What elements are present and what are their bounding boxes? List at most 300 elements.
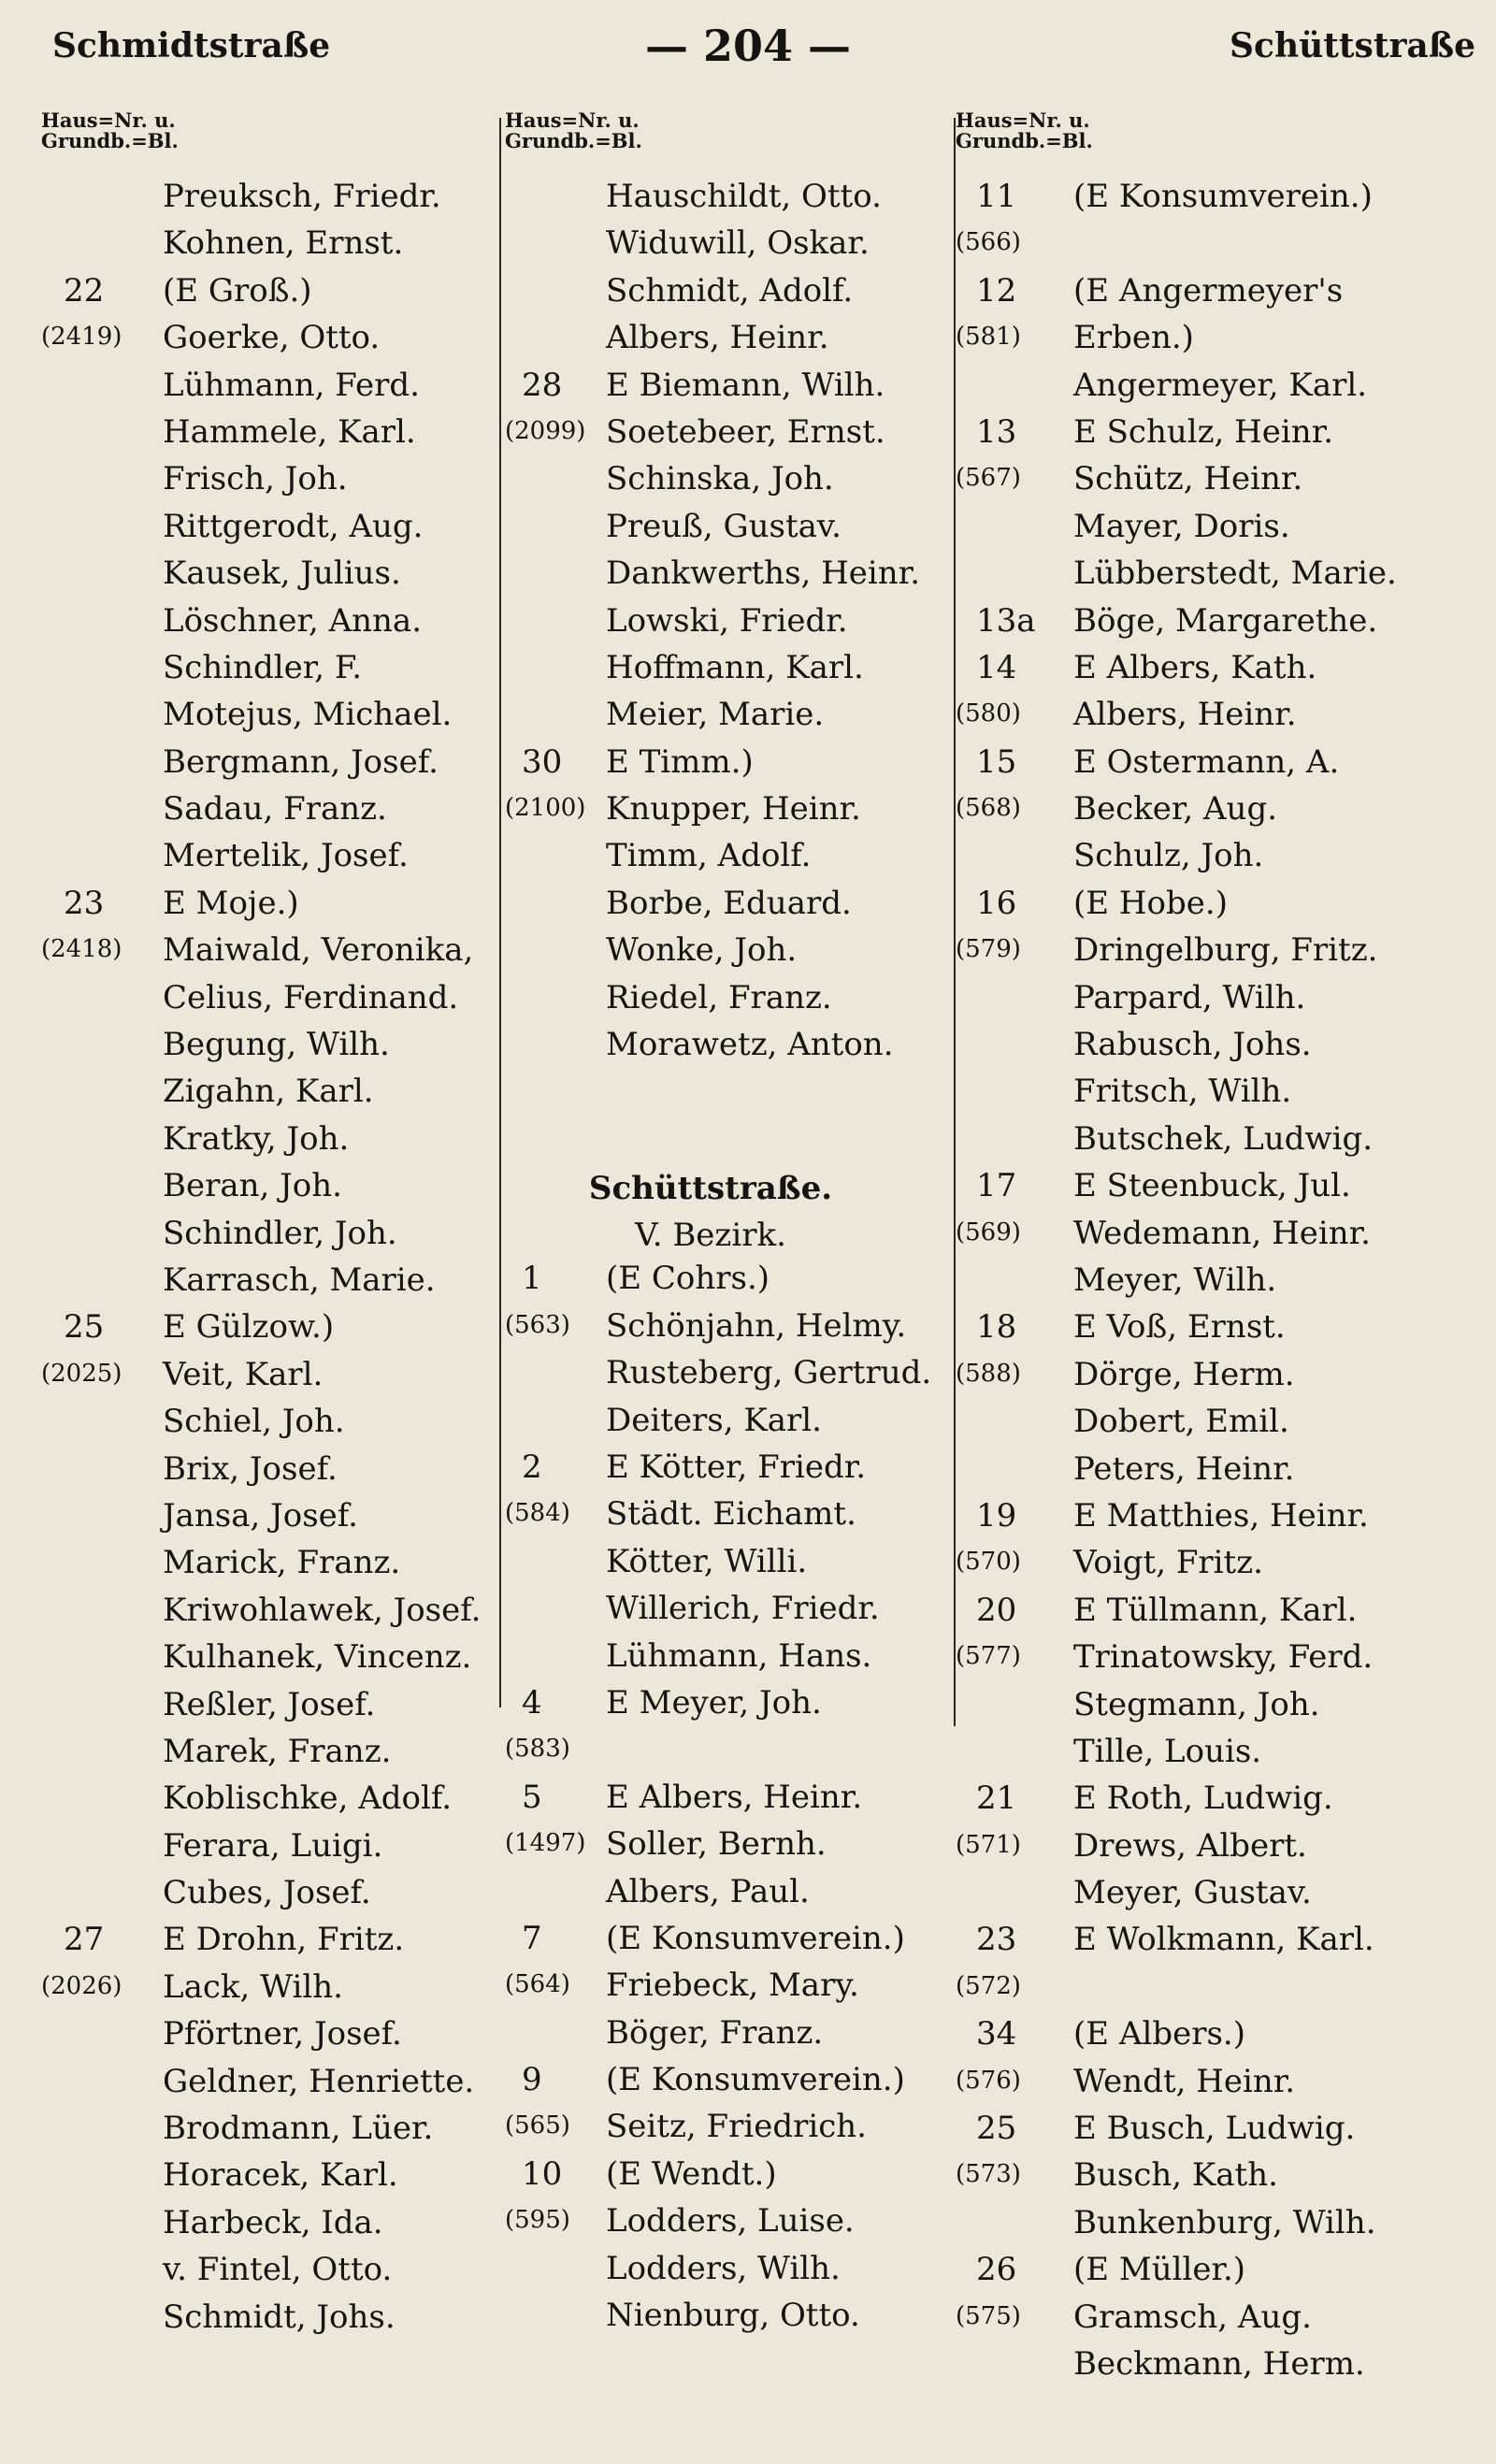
house-number: 20 xyxy=(976,1591,1017,1629)
resident-name: Schütz, Heinr. xyxy=(1073,460,1303,498)
directory-entry xyxy=(505,1260,972,1306)
resident-name: Städt. Eichamt. xyxy=(606,1495,856,1534)
directory-entry xyxy=(41,1308,488,1355)
resident-name: Sadau, Franz. xyxy=(163,790,387,829)
directory-entry xyxy=(41,2110,488,2156)
resident-name: Parpard, Wilh. xyxy=(1073,978,1306,1016)
resident-name: v. Fintel, Otto. xyxy=(163,2251,393,2289)
house-number: 9 xyxy=(522,2061,542,2099)
directory-entry xyxy=(41,931,488,978)
directory-entry xyxy=(41,1921,488,1967)
directory-entry xyxy=(956,1638,1479,1685)
directory-entry xyxy=(956,319,1479,366)
resident-name: Schindler, F. xyxy=(163,648,362,686)
directory-entry xyxy=(505,178,972,224)
directory-entry xyxy=(505,1543,972,1590)
resident-name: Schinska, Joh. xyxy=(606,460,834,498)
land-register-number: (571) xyxy=(956,1830,1021,1859)
directory-entry xyxy=(41,2204,488,2251)
land-register-number: (2100) xyxy=(505,794,586,823)
resident-name: Meyer, Gustav. xyxy=(1073,1874,1312,1912)
column-heading-line2: Grundb.=Bl. xyxy=(956,129,1093,152)
directory-entry xyxy=(956,1026,1479,1073)
resident-name: Timm, Adolf. xyxy=(606,837,812,875)
directory-entry xyxy=(956,1497,1479,1544)
directory-entry xyxy=(505,367,972,413)
resident-name: Gramsch, Aug. xyxy=(1073,2298,1312,2336)
resident-name: Voigt, Fritz. xyxy=(1073,1544,1263,1582)
resident-name: Horacek, Karl. xyxy=(163,2156,398,2195)
resident-name: E Albers, Kath. xyxy=(1073,648,1317,686)
land-register-number: (568) xyxy=(956,794,1021,823)
resident-name: Veit, Karl. xyxy=(163,1355,324,1393)
land-register-number: (2099) xyxy=(505,416,586,445)
house-number: 34 xyxy=(976,2015,1017,2053)
resident-name: (E Groß.) xyxy=(163,271,312,310)
directory-entry xyxy=(41,1827,488,1874)
resident-name: Wonke, Joh. xyxy=(606,931,798,970)
resident-name: Lodders, Wilh. xyxy=(606,2249,841,2287)
land-register-number: (565) xyxy=(505,2111,570,2140)
directory-entry xyxy=(956,931,1479,978)
directory-entry xyxy=(41,696,488,742)
directory-entry xyxy=(41,1026,488,1073)
resident-name: Koblischke, Adolf. xyxy=(163,1780,453,1818)
directory-entry xyxy=(41,1403,488,1449)
resident-name: E Steenbuck, Jul. xyxy=(1073,1167,1351,1205)
resident-name: E Gülzow.) xyxy=(163,1308,335,1347)
resident-name: Meyer, Wilh. xyxy=(1073,1261,1277,1299)
resident-name: Wendt, Heinr. xyxy=(1073,2062,1296,2100)
directory-entry xyxy=(956,1733,1479,1780)
directory-entry xyxy=(505,1967,972,2013)
house-number: 7 xyxy=(522,1919,542,1957)
resident-name: Reßler, Josef. xyxy=(163,1685,376,1723)
resident-name: Ferara, Luigi. xyxy=(163,1826,383,1865)
resident-name: Böge, Margarethe. xyxy=(1073,601,1378,640)
entry-list xyxy=(41,178,488,2345)
directory-entry xyxy=(505,508,972,555)
resident-name: Tille, Louis. xyxy=(1073,1732,1262,1770)
resident-name: Kohnen, Ernst. xyxy=(163,224,404,263)
resident-name: Pförtner, Josef. xyxy=(163,2015,402,2053)
resident-name: (E Konsumverein.) xyxy=(606,2061,905,2099)
resident-name: E Meyer, Joh. xyxy=(606,1683,822,1722)
directory-entry xyxy=(505,2061,972,2108)
directory-entry xyxy=(956,649,1479,696)
directory-entry xyxy=(956,460,1479,507)
resident-name: Hammele, Karl. xyxy=(163,412,416,451)
column-1 xyxy=(41,110,488,2345)
directory-entry xyxy=(956,2298,1479,2345)
directory-entry xyxy=(956,1780,1479,1826)
house-number: 13 xyxy=(976,412,1017,451)
column-heading-line1: Haus=Nr. u. xyxy=(41,108,176,132)
resident-name: Rabusch, Johs. xyxy=(1073,1026,1312,1064)
directory-entry xyxy=(41,885,488,931)
resident-name: E Busch, Ludwig. xyxy=(1073,2110,1356,2148)
directory-entry xyxy=(41,1592,488,1638)
directory-entry xyxy=(505,272,972,319)
resident-name: (E Hobe.) xyxy=(1073,884,1228,922)
directory-entry xyxy=(956,1261,1479,1308)
resident-name: (E Angermeyer's xyxy=(1073,271,1344,310)
resident-name: Böger, Franz. xyxy=(606,2013,824,2052)
directory-entry xyxy=(505,2014,972,2061)
land-register-number: (567) xyxy=(956,464,1021,493)
resident-name: Deiters, Karl. xyxy=(606,1401,822,1439)
directory-entry xyxy=(41,602,488,649)
directory-entry xyxy=(41,1167,488,1214)
resident-name: E Roth, Ludwig. xyxy=(1073,1780,1333,1818)
directory-entry xyxy=(956,2204,1479,2251)
resident-name: E Drohn, Fritz. xyxy=(163,1921,405,1959)
directory-entry xyxy=(956,1921,1479,1967)
resident-name: Brodmann, Lüer. xyxy=(163,2110,434,2148)
directory-entry xyxy=(956,1874,1479,1921)
directory-entry xyxy=(41,2063,488,2110)
land-register-number: (580) xyxy=(956,699,1021,728)
house-number: 13a xyxy=(976,601,1036,640)
house-number: 19 xyxy=(976,1496,1017,1535)
directory-entry xyxy=(505,1637,972,1684)
resident-name: Meier, Marie. xyxy=(606,696,825,734)
directory-entry xyxy=(505,602,972,649)
resident-name: Butschek, Ludwig. xyxy=(1073,1119,1374,1158)
directory-entry xyxy=(956,508,1479,555)
directory-entry xyxy=(956,2156,1479,2203)
resident-name: Drews, Albert. xyxy=(1073,1826,1307,1865)
resident-name: Erben.) xyxy=(1073,319,1194,357)
directory-entry xyxy=(956,1592,1479,1638)
resident-name: Preuß, Gustav. xyxy=(606,507,842,545)
directory-entry xyxy=(41,367,488,413)
resident-name: Lühmann, Ferd. xyxy=(163,366,420,404)
resident-name: Rittgerodt, Aug. xyxy=(163,507,424,545)
land-register-number: (573) xyxy=(956,2160,1021,2189)
resident-name: E Wolkmann, Karl. xyxy=(1073,1921,1374,1959)
house-number: 17 xyxy=(976,1167,1017,1205)
directory-entry xyxy=(505,979,972,1026)
resident-name: E Matthies, Heinr. xyxy=(1073,1496,1369,1535)
directory-entry xyxy=(956,2015,1479,2062)
column-heading xyxy=(956,110,1479,178)
directory-entry xyxy=(505,2108,972,2154)
directory-entry xyxy=(956,1450,1479,1497)
directory-entry xyxy=(41,1686,488,1733)
directory-entry xyxy=(956,2063,1479,2110)
resident-name: (E Albers.) xyxy=(1073,2015,1245,2053)
resident-name: (E Konsumverein.) xyxy=(606,1919,905,1957)
resident-name: Willerich, Friedr. xyxy=(606,1590,880,1628)
resident-name: Widuwill, Oskar. xyxy=(606,224,870,263)
land-register-number: (563) xyxy=(505,1310,570,1339)
directory-entry xyxy=(505,1354,972,1401)
resident-name: Schulz, Joh. xyxy=(1073,837,1264,875)
resident-name: Albers, Heinr. xyxy=(1073,696,1297,734)
house-number: 10 xyxy=(522,2154,563,2193)
resident-name: Mertelik, Josef. xyxy=(163,837,409,875)
resident-name: Bergmann, Josef. xyxy=(163,742,439,781)
directory-entry xyxy=(956,2251,1479,2298)
directory-entry xyxy=(41,1544,488,1591)
directory-entry xyxy=(956,1120,1479,1167)
resident-name: Schiel, Joh. xyxy=(163,1403,345,1441)
resident-name: Cubes, Josef. xyxy=(163,1874,371,1912)
house-number: 23 xyxy=(64,884,105,922)
directory-entry xyxy=(41,1261,488,1308)
column-heading xyxy=(41,110,488,178)
section-title: Schüttstraße. xyxy=(588,1170,833,1208)
resident-name: Zigahn, Karl. xyxy=(163,1073,374,1111)
directory-entry xyxy=(956,979,1479,1026)
running-header-left: Schmidtstraße xyxy=(52,26,331,65)
resident-name: Beran, Joh. xyxy=(163,1167,342,1205)
house-number: 2 xyxy=(522,1448,542,1486)
resident-name: (E Wendt.) xyxy=(606,2154,777,2193)
column-heading-line1: Haus=Nr. u. xyxy=(956,108,1090,132)
resident-name: E Timm.) xyxy=(606,742,754,781)
resident-name: Becker, Aug. xyxy=(1073,790,1278,829)
resident-name: Dankwerths, Heinr. xyxy=(606,555,920,593)
directory-entry xyxy=(505,1684,972,1731)
resident-name: Preuksch, Friedr. xyxy=(163,178,441,215)
directory-entry xyxy=(956,885,1479,931)
house-number: 30 xyxy=(522,742,563,781)
resident-name: Stegmann, Joh. xyxy=(1073,1685,1320,1723)
land-register-number: (564) xyxy=(505,1970,570,1999)
directory-entry xyxy=(505,1448,972,1495)
resident-name: Goerke, Otto. xyxy=(163,319,381,357)
resident-name: Hoffmann, Karl. xyxy=(606,648,864,686)
directory-entry xyxy=(956,1827,1479,1874)
land-register-number: (2025) xyxy=(41,1359,122,1388)
land-register-number: (572) xyxy=(956,1971,1021,2000)
directory-entry xyxy=(956,1686,1479,1733)
directory-entry xyxy=(956,1544,1479,1591)
directory-entry xyxy=(956,837,1479,884)
directory-entry xyxy=(956,2110,1479,2156)
resident-name: Kötter, Willi. xyxy=(606,1542,808,1580)
page-number: — 204 — xyxy=(644,21,852,71)
directory-entry xyxy=(505,2250,972,2297)
land-register-number: (2026) xyxy=(41,1971,122,2000)
directory-entry xyxy=(505,1402,972,1448)
directory-entry xyxy=(505,1825,972,1872)
resident-name: Wedemann, Heinr. xyxy=(1073,1214,1371,1252)
directory-entry xyxy=(505,1307,972,1354)
land-register-number: (575) xyxy=(956,2301,1021,2330)
directory-entry xyxy=(41,1450,488,1497)
column-3 xyxy=(956,110,1479,2392)
directory-entry xyxy=(956,178,1479,224)
resident-name: Borbe, Eduard. xyxy=(606,884,852,922)
directory-entry xyxy=(41,1120,488,1167)
resident-name: Hauschildt, Otto. xyxy=(606,178,882,215)
resident-name: Morawetz, Anton. xyxy=(606,1026,894,1064)
resident-name: Rusteberg, Gertrud. xyxy=(606,1354,932,1392)
resident-name: Lowski, Friedr. xyxy=(606,601,848,640)
resident-name: E Ostermann, A. xyxy=(1073,742,1340,781)
land-register-number: (2418) xyxy=(41,935,122,964)
house-number: 18 xyxy=(976,1308,1017,1347)
resident-name: Lodders, Luise. xyxy=(606,2202,855,2241)
resident-name: Kratky, Joh. xyxy=(163,1119,350,1158)
resident-name: (E Cohrs.) xyxy=(606,1260,770,1298)
resident-name: Lack, Wilh. xyxy=(163,1967,343,2006)
directory-entry xyxy=(41,743,488,790)
resident-name: Riedel, Franz. xyxy=(606,978,832,1016)
resident-name: Knupper, Heinr. xyxy=(606,790,861,829)
resident-name: Seitz, Friedrich. xyxy=(606,2108,867,2146)
directory-entry xyxy=(505,224,972,271)
entry-list xyxy=(505,178,972,1073)
directory-entry xyxy=(505,1731,972,1778)
resident-name: E Kötter, Friedr. xyxy=(606,1448,867,1486)
directory-entry xyxy=(956,743,1479,790)
directory-entry xyxy=(505,2297,972,2343)
resident-name: Dobert, Emil. xyxy=(1073,1403,1289,1441)
column-heading-line1: Haus=Nr. u. xyxy=(505,108,640,132)
house-number: 27 xyxy=(64,1921,105,1959)
house-number: 11 xyxy=(976,178,1017,215)
directory-entry xyxy=(41,979,488,1026)
directory-entry xyxy=(505,790,972,837)
resident-name: Albers, Heinr. xyxy=(606,319,829,357)
land-register-number: (566) xyxy=(956,228,1021,257)
directory-entry xyxy=(956,1215,1479,1261)
house-number: 16 xyxy=(976,884,1017,922)
resident-name: Celius, Ferdinand. xyxy=(163,978,459,1016)
resident-name: Marick, Franz. xyxy=(163,1544,401,1582)
directory-entry xyxy=(41,1638,488,1685)
house-number: 28 xyxy=(522,366,563,404)
directory-entry xyxy=(505,743,972,790)
resident-name: Geldner, Henriette. xyxy=(163,2062,475,2100)
house-number: 25 xyxy=(64,1308,105,1347)
directory-entry xyxy=(956,224,1479,271)
resident-name: Schindler, Joh. xyxy=(163,1214,397,1252)
directory-entry xyxy=(956,1403,1479,1449)
directory-entry xyxy=(41,2251,488,2298)
directory-entry xyxy=(956,413,1479,460)
resident-name: Kriwohlawek, Josef. xyxy=(163,1591,482,1629)
land-register-number: (583) xyxy=(505,1735,570,1764)
running-header-right: Schüttstraße xyxy=(1230,26,1475,65)
directory-entry xyxy=(505,696,972,742)
directory-entry xyxy=(41,2156,488,2203)
directory-entry xyxy=(505,885,972,931)
entry-list xyxy=(505,1260,972,2343)
house-number: 22 xyxy=(64,271,105,310)
resident-name: Friebeck, Mary. xyxy=(606,1967,859,2005)
directory-entry xyxy=(505,555,972,601)
directory-entry xyxy=(956,367,1479,413)
resident-name: Dringelburg, Fritz. xyxy=(1073,931,1378,970)
directory-entry xyxy=(956,1356,1479,1403)
resident-name: Albers, Paul. xyxy=(606,1872,810,1910)
resident-name: Beckmann, Herm. xyxy=(1073,2344,1365,2383)
resident-name: Jansa, Josef. xyxy=(163,1496,358,1535)
resident-name: (E Müller.) xyxy=(1073,2251,1246,2289)
house-number: 25 xyxy=(976,2110,1017,2148)
directory-entry xyxy=(41,837,488,884)
directory-entry xyxy=(41,555,488,601)
resident-name: Lübberstedt, Marie. xyxy=(1073,555,1397,593)
directory-entry xyxy=(41,319,488,366)
resident-name: Angermeyer, Karl. xyxy=(1073,366,1368,404)
directory-entry xyxy=(505,413,972,460)
resident-name: Mayer, Doris. xyxy=(1073,507,1290,545)
directory-entry xyxy=(41,224,488,271)
directory-entry xyxy=(41,1356,488,1403)
resident-name: E Voß, Ernst. xyxy=(1073,1308,1286,1347)
directory-entry xyxy=(505,1026,972,1073)
land-register-number: (569) xyxy=(956,1218,1021,1246)
directory-entry xyxy=(956,602,1479,649)
house-number: 21 xyxy=(976,1780,1017,1818)
land-register-number: (576) xyxy=(956,2066,1021,2095)
directory-entry xyxy=(41,790,488,837)
resident-name: E Tüllmann, Karl. xyxy=(1073,1591,1358,1629)
directory-entry xyxy=(41,2298,488,2345)
resident-name: Kulhanek, Vincenz. xyxy=(163,1638,472,1677)
column-2 xyxy=(505,110,972,2343)
section-spacer xyxy=(505,1073,972,1166)
resident-name: Schmidt, Johs. xyxy=(163,2298,396,2336)
column-heading-line2: Grundb.=Bl. xyxy=(505,129,642,152)
resident-name: Lühmann, Hans. xyxy=(606,1636,872,1675)
directory-entry xyxy=(505,649,972,696)
resident-name: Kausek, Julius. xyxy=(163,555,401,593)
land-register-number: (581) xyxy=(956,323,1021,352)
house-number: 14 xyxy=(976,648,1017,686)
resident-name: Karrasch, Marie. xyxy=(163,1261,436,1299)
column-divider xyxy=(499,118,501,1708)
land-register-number: (570) xyxy=(956,1548,1021,1577)
column-heading-line2: Grundb.=Bl. xyxy=(41,129,179,152)
directory-entry xyxy=(956,1167,1479,1214)
resident-name: E Moje.) xyxy=(163,884,299,922)
resident-name: Löschner, Anna. xyxy=(163,601,423,640)
directory-entry xyxy=(41,1733,488,1780)
resident-name: Marek, Franz. xyxy=(163,1732,392,1770)
land-register-number: (584) xyxy=(505,1499,570,1528)
directory-entry xyxy=(41,1497,488,1544)
directory-entry xyxy=(505,1920,972,1967)
directory-entry xyxy=(505,1779,972,1825)
land-register-number: (1497) xyxy=(505,1829,586,1858)
directory-entry xyxy=(41,508,488,555)
directory-entry xyxy=(41,1780,488,1826)
directory-entry xyxy=(41,1874,488,1921)
house-number: 23 xyxy=(976,1921,1017,1959)
directory-entry xyxy=(41,1968,488,2015)
directory-entry xyxy=(41,2015,488,2062)
directory-entry xyxy=(956,2345,1479,2392)
directory-entry xyxy=(505,1873,972,1920)
directory-entry xyxy=(505,319,972,366)
resident-name: Bunkenburg, Wilh. xyxy=(1073,2203,1376,2241)
resident-name: E Biemann, Wilh. xyxy=(606,366,885,404)
directory-entry xyxy=(956,272,1479,319)
land-register-number: (2419) xyxy=(41,323,122,352)
directory-entry xyxy=(956,696,1479,742)
resident-name: Schönjahn, Helmy. xyxy=(606,1306,907,1345)
directory-entry xyxy=(41,1073,488,1119)
directory-entry xyxy=(505,2202,972,2249)
directory-entry xyxy=(956,790,1479,837)
